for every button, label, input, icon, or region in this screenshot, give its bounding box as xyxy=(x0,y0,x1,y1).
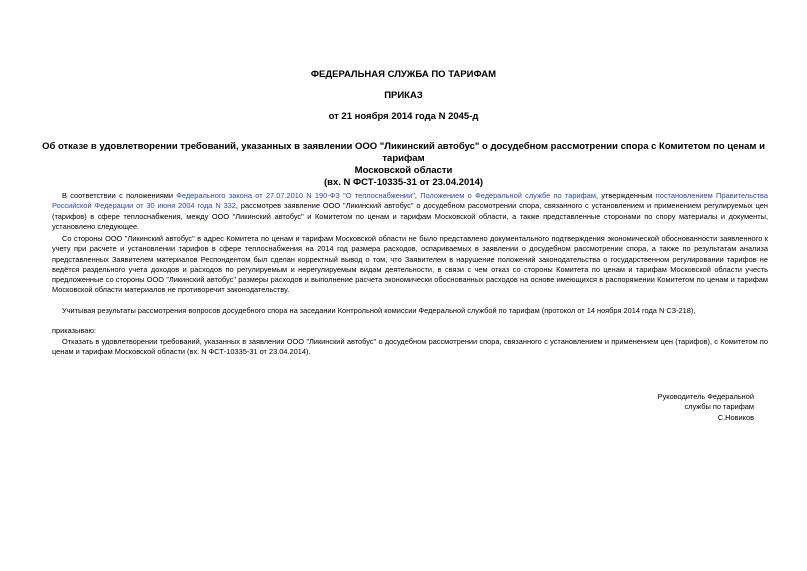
paragraph-2: Со стороны ООО "Ликинский автобус" в адрес Комитета по ценам и тарифам Московской области не было представлено документального подтверждения экономической обоснованности заявленного к учету при расчете и установлении тарифов в сфере теплоснабжения на 2014 год размера расходов, оспариваемых в заявлении о досудебном рассмотрении спора, а также по результатам анализа представленных Заявителем материалов Респондентом был сделан корректный вывод о том, что Заявителем в нарушение положений законодательства о государственном регулировании тарифов не ведётся раздельного учета доходов и расходов по регулируемым и нерегулируемым видам деятельности, в связи с чем отказ со стороны Комитета по ценам и тарифам Московской области учесть предложенные со стороны ООО "Ликинский автобус" размеры расходов и выполнение расчета экономически обоснованных расходов на основе имеющихся в распоряжении Комитетом по ценам и тарифам Московской области материалов не противоречит законодательству. xyxy=(52,234,768,295)
signature-line-2: службы по тарифам xyxy=(684,402,754,412)
paragraph-order: приказываю: xyxy=(52,326,96,335)
paragraph-decision: Отказать в удовлетворении требований, указанных в заявлении ООО "Ликинский автобус" о досудебном рассмотрении спора, связанного с установлением и применением цен (тарифов), с Комитетом по ценам и тарифам Московской области (вх. N ФСТ-10335-31 от 23.04.2014). xyxy=(52,337,768,357)
paragraph-1 xyxy=(52,191,768,232)
signature-line-1: Руководитель Федеральной xyxy=(657,392,754,401)
link-government-decree-332[interactable]: постановлением Правительства Российской Федерации от 30 июня 2004 года N 332 xyxy=(52,191,769,211)
link-federal-law-190[interactable]: Федерального закона от 27.07.2010 N 190-ФЗ "О теплоснабжении" xyxy=(176,191,415,200)
signature-name: С.Новиков xyxy=(717,412,754,422)
agency-heading: ФЕДЕРАЛЬНАЯ СЛУЖБА ПО ТАРИФАМ xyxy=(310,69,497,80)
p1-text-2: , xyxy=(414,191,421,200)
p1-text-1: В соответствии с положениями xyxy=(62,191,177,200)
title-line-3: (вх. N ФСТ-10335-31 от 23.04.2014) xyxy=(323,177,484,188)
document-title xyxy=(40,141,767,189)
p1-text-3: , утвержденным xyxy=(595,191,656,200)
title-line-1: Об отказе в удовлетворении требований, указанных в заявлении ООО "Ликинский автобус" о досудебном рассмотрении спора с Комитетом по ценам и тарифам xyxy=(42,141,765,164)
date-number-heading: от 21 ноября 2014 года N 2045-д xyxy=(328,111,479,122)
p1-text-4: , рассмотрев заявление ООО "Ликинский автобус" о досудебном рассмотрении спора, связанного с установлением и применением регулируемых цен (тарифов) в сфере теплоснабжения, между ООО "Ликинский автобус" и Комитетом по ценам и тарифам Московской области, а также представленные сторонами по спору материалы и документы, установлено следующее. xyxy=(52,201,768,231)
link-fst-regulation[interactable]: Положением о Федеральной службе по тарифам xyxy=(420,191,596,200)
signature-block xyxy=(574,392,754,423)
paragraph-3: Учитывая результаты рассмотрения вопросов досудебного спора на заседании Контрольной комиссии Федеральной службой по тарифам (протокол от 14 ноября 2014 года N СЗ-218), xyxy=(62,306,696,315)
title-line-2: Московской области xyxy=(354,165,453,176)
doc-type-heading: ПРИКАЗ xyxy=(384,90,423,101)
